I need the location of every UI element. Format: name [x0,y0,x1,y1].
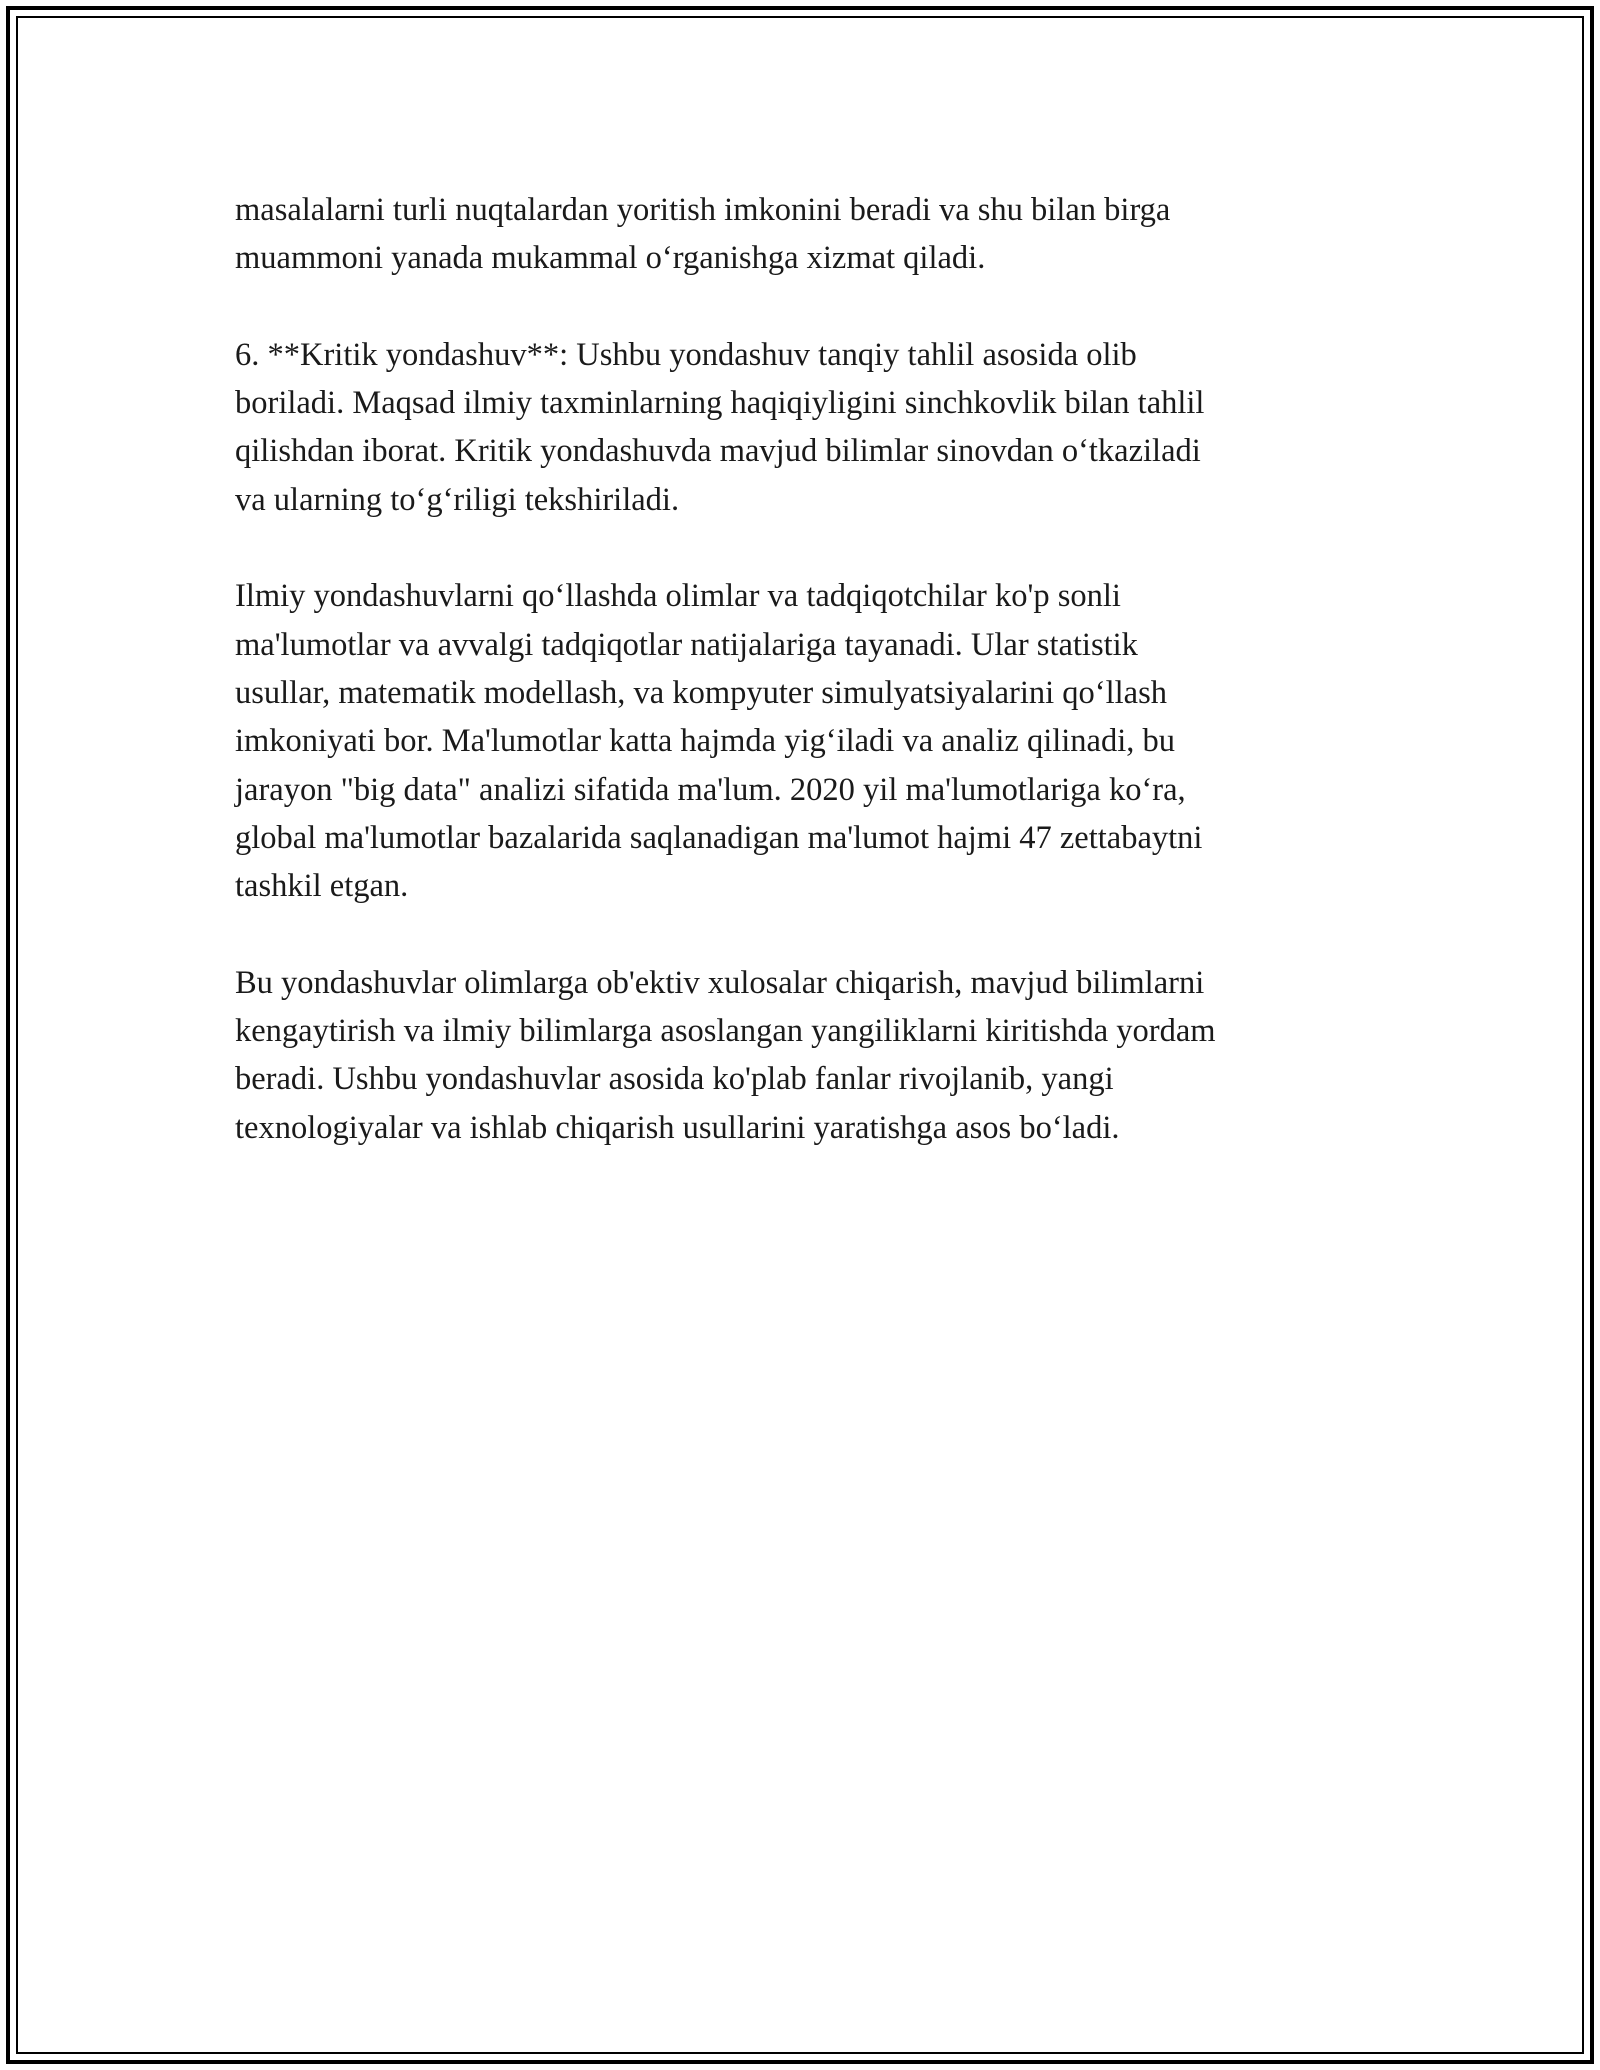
paragraph-conclusion: Bu yondashuvlar olimlarga ob'ektiv xulosalar chiqarish, mavjud bilimlarni kengaytirish va ilmiy bilimlarga asoslangan yangiliklarni kiritishda yordam beradi. Ushbu yondashuvlar asosida ko'plab fanlar rivojlanib, yangi texnologiyalar va ishlab chiqarish usullarini yaratishga asos bo‘ladi. [235,964,1216,1146]
document-body [235,186,1385,1200]
paragraph-continuation: masalalarni turli nuqtalardan yoritish imkonini beradi va shu bilan birga muammoni yanada mukammal o‘rganishga xizmat qiladi. [235,192,1171,277]
paragraph-scientific-approaches: Ilmiy yondashuvlarni qo‘llashda olimlar va tadqiqotchilar ko'p sonli ma'lumotlar va avvalgi tadqiqotlar natijalariga tayanadi. Ular statistik usullar, matematik modellash, va kompyuter simulyatsiyalarini qo‘llash imkoniyati bor. Ma'lumotlar katta hajmda yig‘iladi va analiz qilinadi, bu jarayon "big data" analizi sifatida ma'lum. 2020 yil ma'lumotlariga ko‘ra, global ma'lumotlar bazalarida saqlanadigan ma'lumot hajmi 47 zettabaytni tashkil etgan. [235,578,1203,905]
paragraph-critical-approach: 6. **Kritik yondashuv**: Ushbu yondashuv tanqiy tahlil asosida olib boriladi. Maqsad ilmiy taxminlarning haqiqiyligini sinchkovlik bilan tahlil qilishdan iborat. Kritik yondashuvda mavjud bilimlar sinovdan o‘tkaziladi va ularning to‘g‘riligi tekshiriladi. [235,336,1205,518]
